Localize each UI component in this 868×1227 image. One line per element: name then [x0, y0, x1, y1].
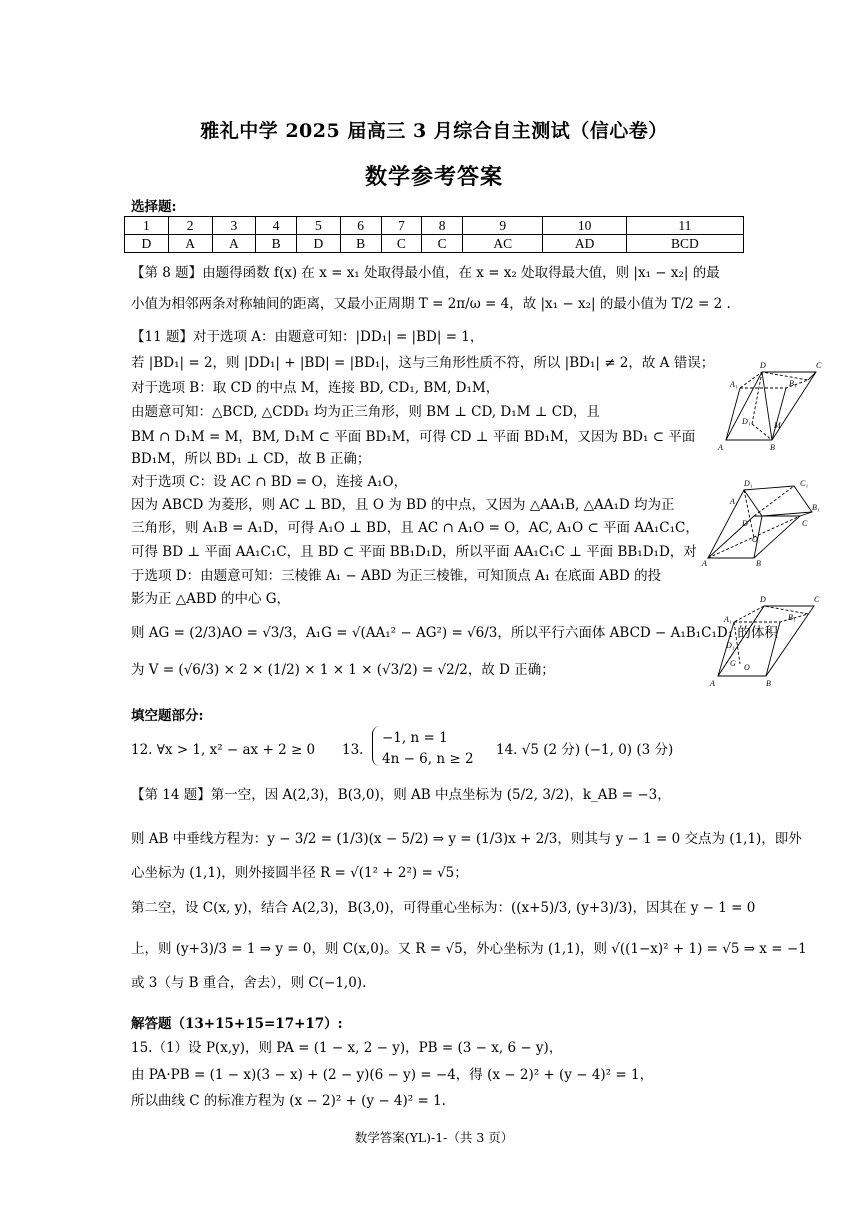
- answer-cell: D: [297, 235, 341, 253]
- text-line: 对于选项 B：取 CD 的中点 M，连接 BD, CD₁, BM, D₁M，: [131, 380, 500, 396]
- fill-answer-13-case1: −1, n = 1: [382, 730, 448, 746]
- text-line: 由 PA·PB = (1 − x)(3 − x) + (2 − y)(6 − y) = −4，得 (x − 2)² + (y − 4)² = 1，: [131, 1067, 654, 1083]
- answer-header-cell: 11: [626, 217, 743, 235]
- text-line: 于选项 D：由题意可知：三棱锥 A₁ − ABD 为正三棱锥，可知顶点 A₁ 在底面 ABD 的投: [131, 568, 662, 584]
- figure-label: D: [760, 595, 766, 604]
- text-line: 上，则 (y+3)/3 = 1 ⇒ y = 0，则 C(x,0)。又 R = √5，外心坐标为 (1,1)，则 √((1−x)² + 1) = √5 ⇒ x = −1: [131, 941, 807, 957]
- figure-label: A₁: [730, 497, 738, 506]
- answer-header-cell: 10: [543, 217, 626, 235]
- parallelepiped-figure-1: [712, 358, 828, 456]
- fill-answer-14: 14. √5 (2 分) (−1, 0) (3 分): [496, 742, 674, 758]
- parallelepiped-figure-2: [700, 476, 828, 570]
- page-footer: 数学答案(YL)-1-（共 3 页）: [354, 1130, 514, 1145]
- figure-label: D: [760, 361, 766, 370]
- text-line: 【第 14 题】第一空，因 A(2,3)，B(3,0)，则 AB 中点坐标为 (5/2, 3/2)，k_AB = −3，: [131, 787, 671, 803]
- answer-table-value-row: [125, 235, 744, 253]
- parallelepiped-figure-3: [708, 592, 828, 688]
- text-line: 心坐标为 (1,1)，则外接圆半径 R = √(1² + 2²) = √5；: [131, 865, 468, 881]
- figure-label: O: [744, 663, 750, 672]
- answer-header-cell: 9: [463, 217, 543, 235]
- figure-label: A₁: [730, 380, 738, 389]
- text-line: 【11 题】对于选项 A：由题意可知：|DD₁| = |BD| = 1，: [131, 329, 484, 345]
- text-line: 为 V = (√6/3) × 2 × (1/2) × 1 × 1 × (√3/2) = √2/2，故 D 正确；: [131, 662, 555, 678]
- document-title: 雅礼中学 2025 届高三 3 月综合自主测试（信心卷）: [200, 120, 668, 142]
- text-line: 由题意可知：△BCD, △CDD₁ 均为正三角形，则 BM ⊥ CD, D₁M ⊥ CD，且: [131, 404, 600, 420]
- answer-cell: A: [212, 235, 256, 253]
- answer-header-cell: 3: [212, 217, 256, 235]
- mc-section-label: 选择题:: [131, 199, 177, 215]
- figure-label: D₁: [726, 641, 735, 650]
- answer-header-cell: 2: [168, 217, 212, 235]
- answer-cell: AD: [543, 235, 626, 253]
- figure-label: C: [816, 361, 822, 370]
- answer-header-cell: 7: [381, 217, 422, 235]
- answer-cell: A: [168, 235, 212, 253]
- figure-label: M: [774, 421, 781, 430]
- text-line: 若 |BD₁| = 2，则 |DD₁| + |BD| = |BD₁|，这与三角形性质不符，所以 |BD₁| ≠ 2，故 A 错误；: [131, 355, 715, 371]
- text-line: BM ∩ D₁M = M，BM, D₁M ⊂ 平面 BD₁M，可得 CD ⊥ 平面 BD₁M，又因为 BD₁ ⊂ 平面: [131, 429, 696, 445]
- text-line: 则 AB 中垂线方程为：y − 3/2 = (1/3)(x − 5/2) ⇒ y = (1/3)x + 2/3，则其与 y − 1 = 0 交点为 (1,1)，即外: [131, 831, 802, 847]
- figure-label: A: [710, 679, 715, 688]
- answer-cell: BCD: [626, 235, 743, 253]
- figure-label: B: [766, 679, 771, 688]
- figure-label: B₁: [788, 613, 796, 622]
- text-line: 15.（1）设 P(x,y)，则 PA = (1 − x, 2 − y)，PB = (3 − x, 6 − y)，: [131, 1040, 563, 1056]
- figure-label: D₁: [742, 417, 751, 426]
- answer-cell: D: [125, 235, 169, 253]
- figure-label: G: [730, 659, 736, 668]
- answer-header-cell: 6: [340, 217, 381, 235]
- text-line: BD₁M，所以 BD₁ ⊥ CD，故 B 正确；: [131, 451, 371, 467]
- answer-table: [124, 216, 744, 253]
- text-line: 则 AG = (2/3)AO = √3/3，A₁G = √(AA₁² − AG²) = √6/3，所以平行六面体 ABCD − A₁B₁C₁D₁ 的体积: [131, 625, 778, 641]
- answer-cell: B: [340, 235, 381, 253]
- answer-cell: AC: [463, 235, 543, 253]
- figure-label: D₁: [744, 479, 753, 488]
- figure-label: A: [718, 443, 723, 452]
- figure-label: O: [752, 535, 758, 544]
- fill-answer-13-case2: 4n − 6, n ≥ 2: [382, 751, 474, 767]
- fill-answer-12: 12. ∀x > 1, x² − ax + 2 ≥ 0: [131, 742, 316, 758]
- text-line: 因为 ABCD 为菱形，则 AC ⊥ BD，且 O 为 BD 的中点，又因为 △AA₁B, △AA₁D 均为正: [131, 497, 675, 513]
- document-subtitle: 数学参考答案: [364, 164, 503, 190]
- figure-label: B₁: [812, 503, 820, 512]
- answer-table-header-row: [125, 217, 744, 235]
- answer-header-cell: 4: [256, 217, 297, 235]
- answer-cell: C: [422, 235, 463, 253]
- answer-cell: B: [256, 235, 297, 253]
- fill-section-label: 填空题部分:: [131, 708, 204, 724]
- text-line: 第二空，设 C(x, y)，结合 A(2,3)，B(3,0)，可得重心坐标为：((x+5)/3, (y+3)/3)，因其在 y − 1 = 0: [131, 900, 756, 916]
- fill-answer-13-label: 13.: [342, 742, 364, 758]
- answer-header-cell: 5: [297, 217, 341, 235]
- figure-label: C: [814, 595, 820, 604]
- text-line: 小值为相邻两条对称轴间的距离，又最小正周期 T = 2π/ω = 4，故 |x₁ − x₂| 的最小值为 T/2 = 2 .: [131, 296, 731, 312]
- figure-label: B: [770, 443, 775, 452]
- answer-cell: C: [381, 235, 422, 253]
- figure-label: C₁: [800, 479, 809, 488]
- figure-label: B₁: [789, 379, 797, 388]
- text-line: 所以曲线 C 的标准方程为 (x − 2)² + (y − 4)² = 1.: [131, 1093, 446, 1109]
- figure-label: C: [802, 519, 808, 528]
- figure-label: D: [742, 519, 748, 528]
- text-line: 三角形，则 A₁B = A₁D，可得 A₁O ⊥ BD，且 AC ∩ A₁O = O，AC, A₁O ⊂ 平面 AA₁C₁C，: [131, 520, 699, 536]
- solve-section-label: 解答题（13+15+15=17+17）:: [131, 1016, 343, 1032]
- text-line: 影为正 △ABD 的中心 G，: [131, 591, 291, 607]
- text-line: 对于选项 C：设 AC ∩ BD = O，连接 A₁O，: [131, 474, 408, 490]
- text-line: 可得 BD ⊥ 平面 AA₁C₁C，且 BD ⊂ 平面 BB₁D₁D，所以平面 AA₁C₁C ⊥ 平面 BB₁D₁D，对: [131, 544, 697, 560]
- answer-header-cell: 8: [422, 217, 463, 235]
- figure-label: B: [756, 559, 761, 568]
- answer-header-cell: 1: [125, 217, 169, 235]
- text-line: 或 3（与 B 重合，舍去），则 C(−1,0).: [131, 975, 367, 991]
- figure-label: A: [702, 559, 707, 568]
- text-line: 【第 8 题】由题得函数 f(x) 在 x = x₁ 处取得最小值，在 x = x₂ 处取得最大值，则 |x₁ − x₂| 的最: [131, 265, 720, 281]
- figure-label: A₁: [724, 615, 732, 624]
